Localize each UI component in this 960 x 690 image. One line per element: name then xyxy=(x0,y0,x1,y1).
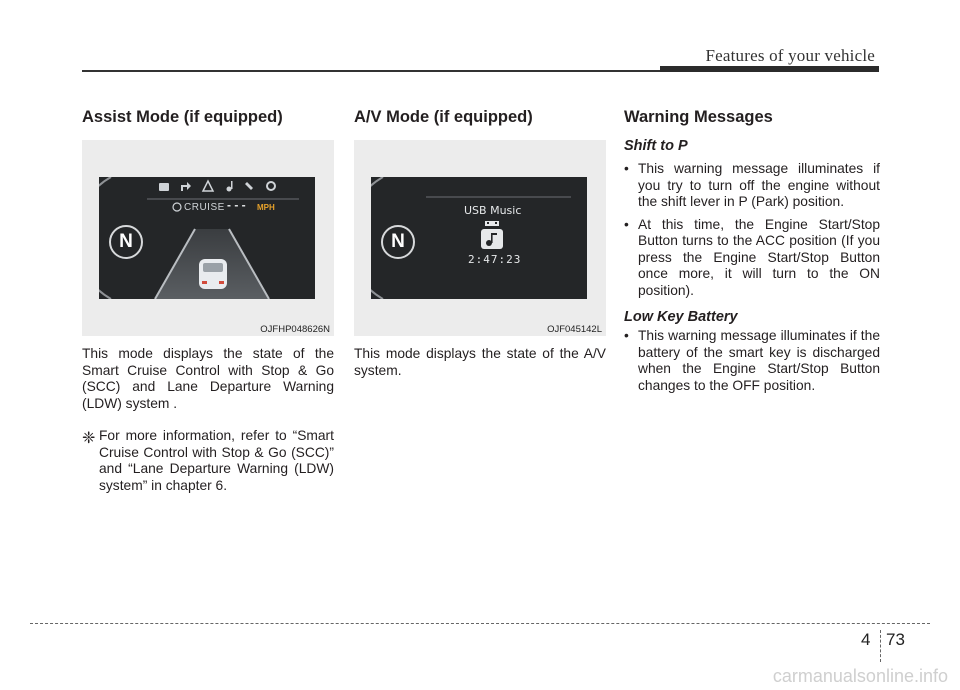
shift-to-p-list xyxy=(624,161,880,299)
cruise-label: CRUISE xyxy=(184,202,225,213)
page-number-divider xyxy=(880,630,881,662)
chapter-number: 4 xyxy=(861,630,871,649)
figure-code: OJFHP048626N xyxy=(260,324,330,335)
subheading-shift-to-p: Shift to P xyxy=(624,138,688,154)
figure-assist-mode xyxy=(82,140,334,336)
list-item: • At this time, the Engine Start/Stop Button turns to the ACC position (If you press the Engine Start/Stop Button once more, it will turn to the ON position). xyxy=(624,216,880,298)
cluster-display-assist xyxy=(99,177,315,299)
av-play-time: 2:47:23 xyxy=(468,253,522,266)
list-item: • This warning message illuminates if you try to turn off the engine without the shift lever in P (Park) position. xyxy=(624,161,880,209)
note-mark: ❈ xyxy=(82,430,96,447)
note-text: For more information, refer to “Smart Cruise Control with Stop & Go (SCC)” and “Lane Departure Warning (LDW) system” in chapter 6. xyxy=(99,428,334,493)
footer-rule xyxy=(30,623,930,624)
column-av-mode xyxy=(354,108,606,127)
section-heading-av-mode: A/V Mode (if equipped) xyxy=(354,108,533,126)
car-icon xyxy=(199,259,227,289)
header-rule-accent xyxy=(660,66,879,72)
menu-icons-row xyxy=(159,181,275,192)
list-item: • This warning message illuminates if the battery of the smart key is discharged when the Engine Start/Stop Button changes to the OFF position. xyxy=(624,328,880,393)
low-key-battery-list xyxy=(624,328,880,394)
av-mode-paragraph: This mode displays the state of the A/V system. xyxy=(354,346,606,378)
watermark: carmanualsonline.info xyxy=(772,666,948,686)
section-heading-assist-mode: Assist Mode (if equipped) xyxy=(82,108,283,126)
subheading-low-key-battery: Low Key Battery xyxy=(624,309,738,325)
av-source-label: USB Music xyxy=(464,204,522,217)
assist-mode-paragraph: This mode displays the state of the Smart Cruise Control with Stop & Go (SCC) and Lane Departure Warning (LDW) system . xyxy=(82,346,334,411)
speed-unit: MPH xyxy=(257,203,275,212)
music-note-icon xyxy=(481,229,503,249)
column-assist-mode xyxy=(82,108,334,127)
column-warning-messages xyxy=(624,108,880,400)
usb-icon xyxy=(485,221,499,226)
cluster-display-av xyxy=(371,177,587,299)
figure-av-mode xyxy=(354,140,606,336)
gear-indicator: N xyxy=(381,225,415,259)
page-header-title: Features of your vehicle xyxy=(705,46,875,65)
assist-mode-body xyxy=(82,346,334,494)
assist-mode-note xyxy=(82,428,334,494)
cruise-speed-dashes: - - - xyxy=(227,198,246,212)
av-mode-body xyxy=(354,346,606,379)
gear-indicator: N xyxy=(109,225,143,259)
section-heading-warning-messages: Warning Messages xyxy=(624,108,773,126)
figure-code: OJF045142L xyxy=(547,324,602,335)
page-number: 73 xyxy=(886,630,905,649)
